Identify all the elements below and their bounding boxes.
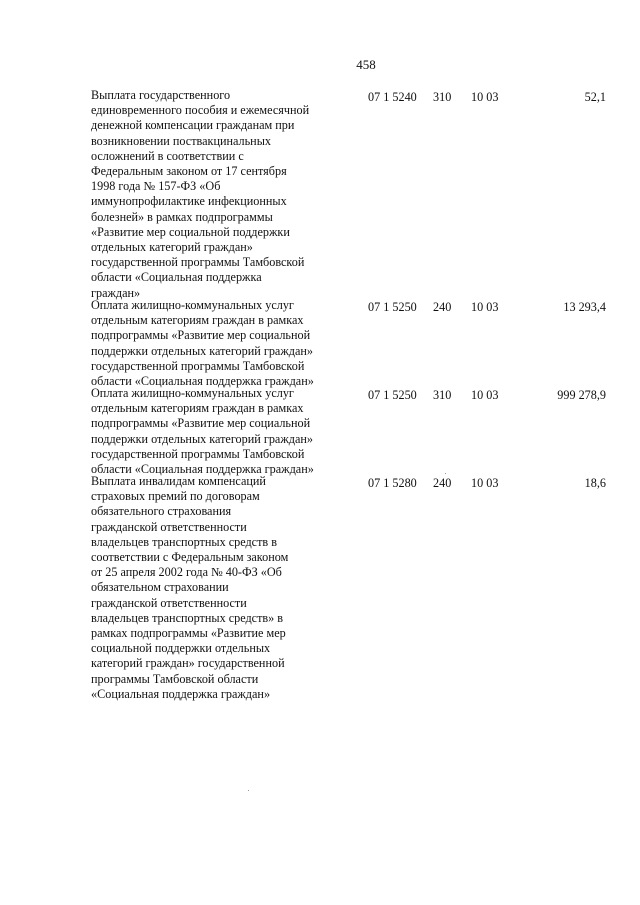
section-code: 10 03 bbox=[471, 300, 499, 314]
description-line: Оплата жилищно-коммунальных услуг bbox=[91, 298, 294, 312]
description-line: отдельным категориям граждан в рамках bbox=[91, 401, 304, 416]
description-line: единовременного пособия и ежемесячной bbox=[91, 103, 310, 118]
description-line: области «Социальная поддержка граждан» bbox=[91, 374, 314, 389]
description-line: Выплата инвалидам компенсаций bbox=[91, 474, 266, 488]
description-line: области «Социальная поддержка граждан» bbox=[91, 462, 314, 477]
description-line: владельцев транспортных средств в bbox=[91, 534, 277, 549]
description-line: Выплата государственного bbox=[91, 88, 231, 102]
target-code: 07 1 5240 bbox=[368, 90, 417, 104]
row-description bbox=[91, 386, 339, 477]
description-line: соответствии с Федеральным законом bbox=[91, 550, 289, 565]
description-line: отдельным категориям граждан в рамках bbox=[91, 313, 304, 328]
description-line: обязательного страхования bbox=[91, 504, 232, 519]
section-code: 10 03 bbox=[471, 476, 499, 490]
table-row bbox=[91, 386, 606, 477]
row-description bbox=[91, 298, 339, 389]
description-line: Оплата жилищно-коммунальных услуг bbox=[91, 386, 294, 400]
description-line: государственной программы Тамбовской bbox=[91, 446, 305, 461]
table-row bbox=[91, 88, 606, 298]
description-line: «Развитие мер социальной поддержки bbox=[91, 224, 290, 239]
description-line: владельцев транспортных средств» в bbox=[91, 610, 284, 625]
description-line: рамках подпрограммы «Развитие мер bbox=[91, 626, 286, 641]
description-line: отдельных категорий граждан» bbox=[91, 240, 253, 255]
description-line: категорий граждан» государственной bbox=[91, 656, 285, 671]
description-line: программы Тамбовской области bbox=[91, 671, 259, 686]
description-line: области «Социальная поддержка bbox=[91, 270, 262, 285]
description-line: 1998 года № 157-ФЗ «Об bbox=[91, 179, 221, 194]
description-line: гражданской ответственности bbox=[91, 519, 247, 534]
description-line: денежной компенсации гражданам при bbox=[91, 118, 295, 133]
description-line: Федеральным законом от 17 сентября bbox=[91, 164, 287, 179]
row-description bbox=[91, 474, 339, 702]
description-line: подпрограммы «Развитие мер социальной bbox=[91, 328, 311, 343]
amount: 999 278,9 bbox=[557, 388, 606, 402]
expense-type: 240 bbox=[433, 476, 452, 490]
target-code: 07 1 5280 bbox=[368, 476, 417, 490]
expense-type: 310 bbox=[433, 90, 452, 104]
page-number: 458 bbox=[356, 57, 376, 72]
scan-speck bbox=[248, 790, 249, 791]
section-code: 10 03 bbox=[471, 388, 499, 402]
row-description bbox=[91, 88, 339, 301]
description-line: государственной программы Тамбовской bbox=[91, 358, 305, 373]
description-line: социальной поддержки отдельных bbox=[91, 641, 271, 656]
description-line: осложнений в соответствии с bbox=[91, 148, 244, 163]
target-code: 07 1 5250 bbox=[368, 300, 417, 314]
target-code: 07 1 5250 bbox=[368, 388, 417, 402]
description-line: подпрограммы «Развитие мер социальной bbox=[91, 416, 311, 431]
description-line: граждан» bbox=[91, 285, 141, 300]
table-row bbox=[91, 474, 606, 704]
description-line: гражданской ответственности bbox=[91, 595, 247, 610]
budget-table bbox=[91, 88, 606, 704]
description-line: болезней» в рамках подпрограммы bbox=[91, 209, 273, 224]
amount: 18,6 bbox=[584, 476, 606, 490]
scan-speck bbox=[445, 473, 446, 474]
description-line: поддержки отдельных категорий граждан» bbox=[91, 431, 313, 446]
expense-type: 240 bbox=[433, 300, 452, 314]
description-line: от 25 апреля 2002 года № 40-ФЗ «Об bbox=[91, 565, 282, 580]
description-line: возникновении поствакцинальных bbox=[91, 133, 271, 148]
table-row bbox=[91, 298, 606, 389]
description-line: страховых премий по договорам bbox=[91, 489, 260, 504]
description-line: «Социальная поддержка граждан» bbox=[91, 686, 271, 701]
description-line: обязательном страховании bbox=[91, 580, 229, 595]
amount: 52,1 bbox=[584, 90, 606, 104]
section-code: 10 03 bbox=[471, 90, 499, 104]
expense-type: 310 bbox=[433, 388, 452, 402]
amount: 13 293,4 bbox=[563, 300, 606, 314]
description-line: государственной программы Тамбовской bbox=[91, 255, 305, 270]
description-line: иммунопрофилактике инфекционных bbox=[91, 194, 287, 209]
description-line: поддержки отдельных категорий граждан» bbox=[91, 343, 313, 358]
